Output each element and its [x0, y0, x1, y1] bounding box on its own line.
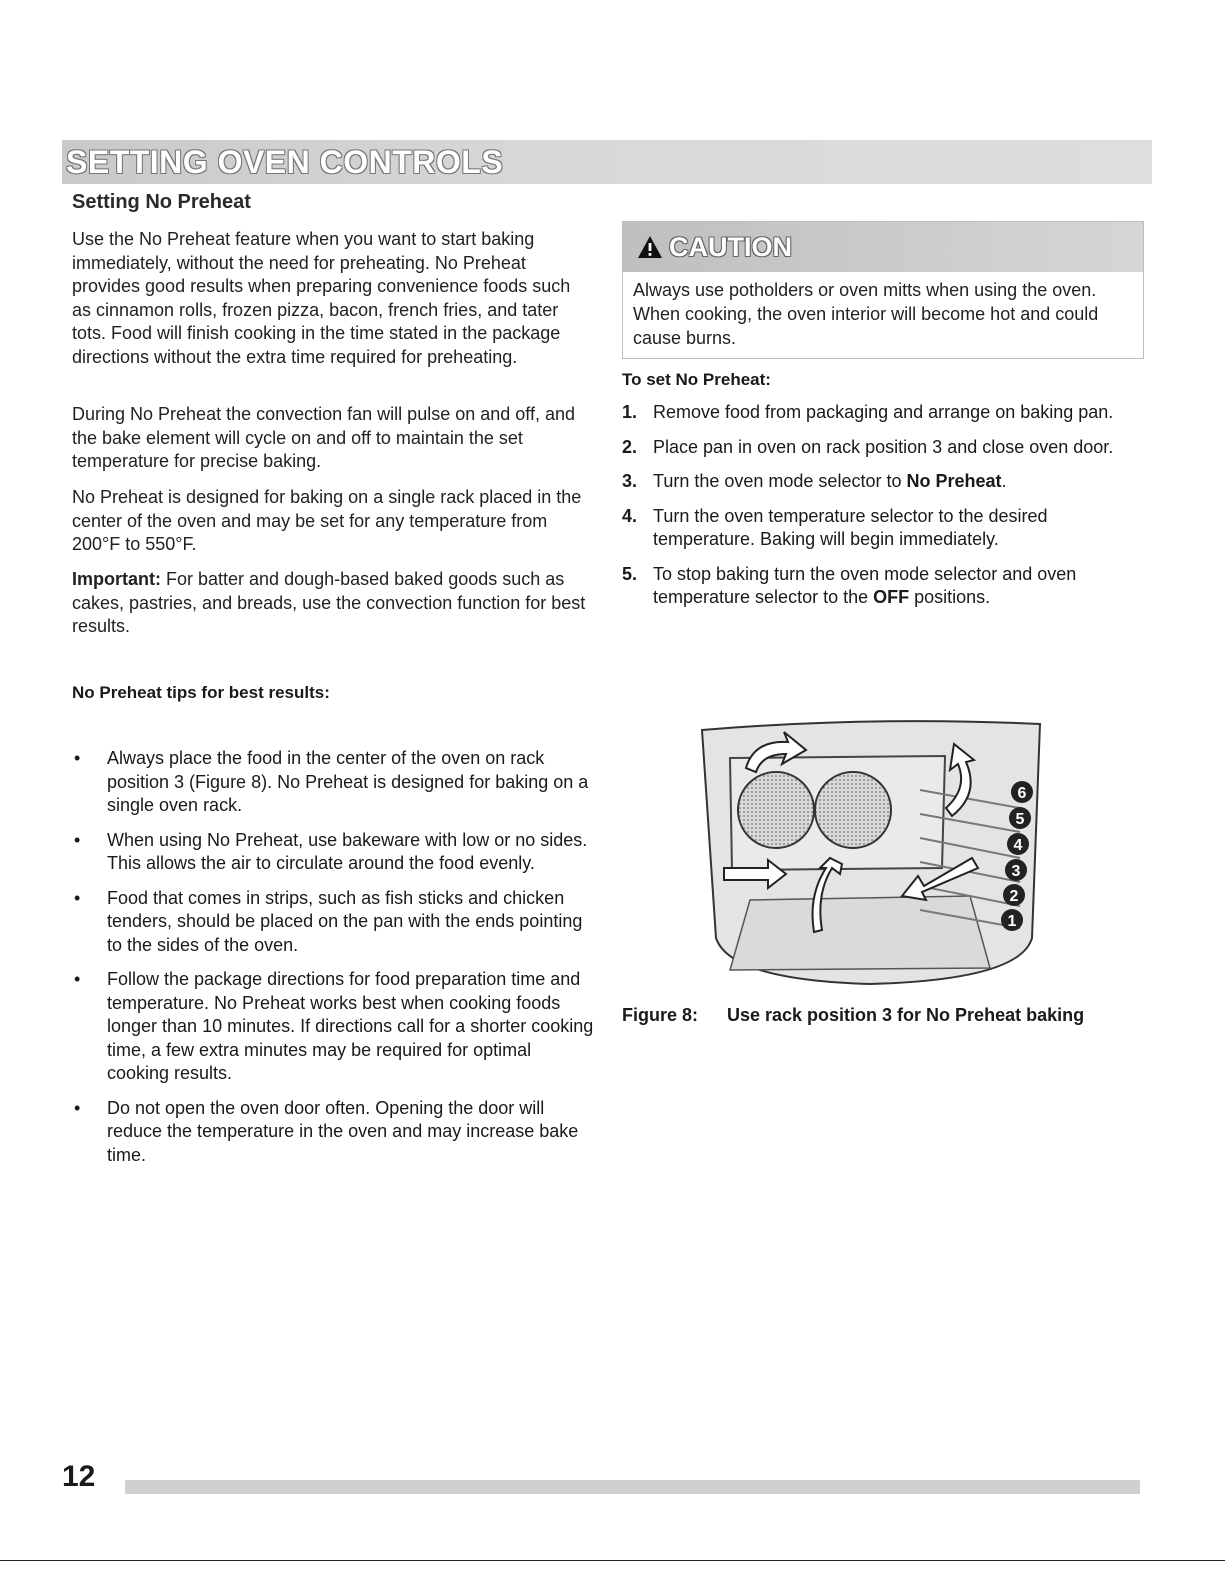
list-item [622, 563, 1132, 610]
list-item [622, 505, 1132, 552]
step-text: Remove food from packaging and arrange on baking pan. [653, 402, 1114, 422]
figure-label: Figure 8: [622, 1005, 699, 1025]
step-number: 4. [622, 505, 638, 526]
important-label: Important: [72, 569, 161, 589]
section-banner [62, 140, 1152, 184]
step-text [653, 563, 1132, 610]
list-item [622, 401, 1132, 425]
step-text-bold: OFF [873, 587, 910, 607]
rack-number-1: 1 [1007, 913, 1017, 930]
list-item [622, 470, 1132, 494]
list-item [622, 436, 1132, 460]
step-text [653, 470, 1007, 494]
tip-text: Do not open the oven door often. Opening the door will reduce the temperature in the oven and may increase bake time. [107, 1097, 579, 1165]
tip-text: Always place the food in the center of the oven on rack position 3 (Figure 8). No Preheat is designed for baking on a single oven rack. [107, 748, 589, 815]
convection-paragraph: During No Preheat the convection fan will pulse on and off, and the bake element will cycle on and off to maintain the set temperature for precise baking. [72, 404, 575, 471]
caution-text: Always use potholders or oven mitts when using the oven. When cooking, the oven interior will become hot and could cause burns. [633, 280, 1099, 348]
steps-list [622, 401, 1132, 621]
tip-text: When using No Preheat, use bakeware with low or no sides. This allows the air to circulate around the food evenly. [107, 829, 588, 873]
section-heading: Setting No Preheat [72, 191, 251, 213]
list-item [72, 1097, 597, 1168]
page-number: 12 [62, 1460, 96, 1493]
bullet: • [74, 969, 81, 989]
oven-illustration [690, 718, 1050, 990]
list-item [72, 747, 597, 818]
step-text-part: To stop baking turn the oven mode selector and oven temperature selector to the [653, 563, 1077, 607]
step-number: 1. [622, 402, 638, 422]
list-item [72, 829, 597, 876]
bullet: • [74, 829, 81, 850]
step-text-part: Turn the oven mode selector to [653, 471, 907, 491]
warning-icon [637, 235, 663, 259]
caution-header [623, 222, 1143, 272]
tips-heading: No Preheat tips for best results: [72, 683, 330, 702]
rack-number-3: 3 [1011, 863, 1021, 880]
step-text: Place pan in oven on rack position 3 and close oven door. [653, 436, 1114, 457]
step-text-bold: No Preheat [906, 471, 1002, 491]
list-item [72, 887, 597, 958]
important-text: For batter and dough-based baked goods such as cakes, pastries, and breads, use the convection function for best results. [72, 569, 586, 636]
step-number: 2. [622, 436, 638, 457]
tips-list [72, 747, 597, 1178]
rack-number-4: 4 [1013, 837, 1023, 854]
step-number: 5. [622, 563, 638, 584]
tip-text: Follow the package directions for food preparation time and temperature. No Preheat works best when cooking foods longer than 10 minutes. If directions call for a shorter cooking time, a few extra minutes may be required for optimal cooking results. [107, 969, 594, 1083]
list-item [72, 968, 597, 1086]
important-paragraph [72, 568, 592, 639]
step-text-part: positions. [909, 587, 991, 607]
figure-caption-text: Use rack position 3 for No Preheat baking [727, 1005, 1085, 1025]
step-number: 3. [622, 471, 638, 491]
tip-text: Food that comes in strips, such as fish sticks and chicken tenders, should be placed on the pan with the ends pointing to the sides of the oven. [107, 887, 583, 955]
rack-number-5: 5 [1015, 811, 1025, 828]
bullet: • [74, 748, 81, 768]
bullet: • [74, 1097, 81, 1118]
page-title: SETTING OVEN CONTROLS [66, 144, 504, 180]
rack-number-2: 2 [1009, 888, 1019, 905]
rack-number-6: 6 [1017, 785, 1027, 802]
footer-bar [125, 1480, 1140, 1494]
rack-paragraph: No Preheat is designed for baking on a single rack placed in the center of the oven and may be set for any temperature from 200°F to 550°F. [72, 487, 582, 554]
steps-heading: To set No Preheat: [622, 370, 771, 389]
caution-title: CAUTION [669, 231, 792, 262]
divider [0, 1560, 1225, 1561]
caution-box [622, 221, 1144, 359]
figure-caption [622, 1005, 1084, 1026]
step-text: Turn the oven temperature selector to the desired temperature. Baking will begin immediately. [653, 505, 1048, 549]
intro-paragraph: Use the No Preheat feature when you want to start baking immediately, without the need for preheating. No Preheat provides good results when preparing convenience foods such as cinnamon rolls, frozen pizza, bacon, french fries, and tater tots. Food will finish cooking in the time stated in the package directions without the extra time required for preheating. [72, 229, 571, 367]
bullet: • [74, 887, 81, 908]
step-text-part: . [1001, 471, 1007, 491]
